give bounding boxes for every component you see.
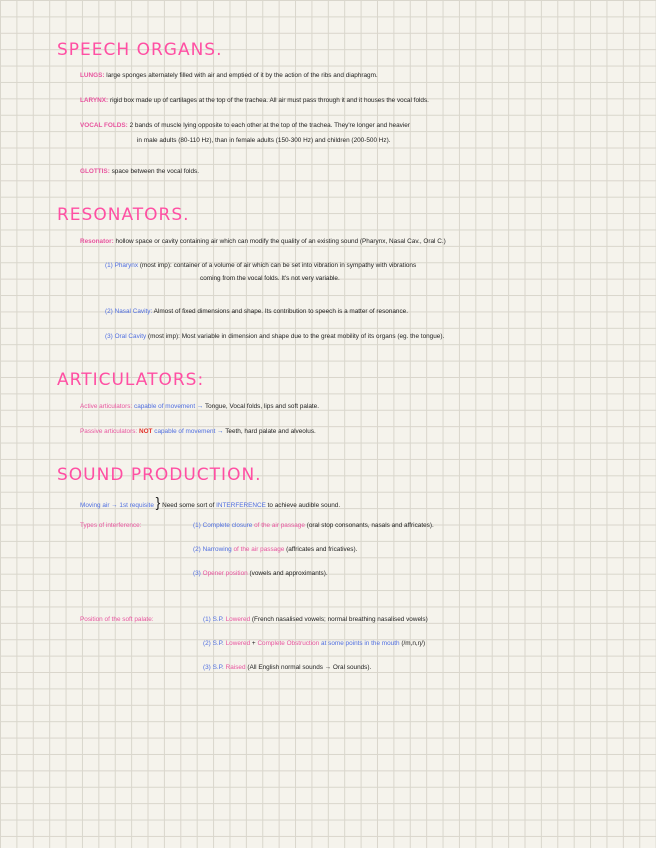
type-2-text: (affricates and fricatives). <box>286 546 358 553</box>
moving-text-2: to achieve audible sound. <box>267 502 341 509</box>
oral-label: (3) Oral Cavity <box>105 333 147 340</box>
active-arrow-icon: → <box>196 403 204 410</box>
larynx-label: LARYNX: <box>80 97 109 104</box>
palate-3-key: Raised <box>225 664 246 671</box>
lungs-label: LUNGS: <box>80 72 105 79</box>
larynx-line <box>80 97 429 105</box>
palate-2-place: at some points in the mouth <box>321 640 400 647</box>
type-2-place: of the air passage <box>233 546 285 553</box>
active-desc: capable of movement <box>134 403 196 410</box>
type-1-num: (1) Complete <box>193 522 230 529</box>
moving-air-label: Moving air → 1st requisite <box>80 502 154 509</box>
resonators-heading: RESONATORS. <box>57 205 190 225</box>
active-label: Active articulators: <box>80 403 133 410</box>
articulators-heading: ARTICULATORS: <box>57 370 205 390</box>
pharynx-label: (1) Pharynx <box>105 262 139 269</box>
type-2-key: Narrowing <box>202 546 232 553</box>
vocal-folds-text-1: 2 bands of muscle lying opposite to each other at the top of the trachea. They're longer and heavier <box>129 122 410 129</box>
palate-1-text: (French nasalised vowels; normal breathing nasalised vowels) <box>251 616 428 623</box>
passive-desc: capable of movement <box>154 428 216 435</box>
vocal-folds-line <box>80 122 410 130</box>
moving-text-1: Need some sort of <box>162 502 215 509</box>
pharynx-line-2 <box>200 275 340 283</box>
types-label: Types of interference: <box>80 522 142 529</box>
palate-3-line <box>203 664 371 672</box>
palate-2-text: (/m,n,ŋ/) <box>401 640 426 647</box>
palate-3-num: (3) S.P. <box>203 664 224 671</box>
type-1-text: (oral stop consonants, nasals and affricates). <box>306 522 434 529</box>
nasal-text: Almost of fixed dimensions and shape. Its contribution to speech is a matter of resonance. <box>153 308 409 315</box>
interference-word: INTERFERENCE <box>216 502 266 509</box>
palate-2-num: (2) S.P. <box>203 640 224 647</box>
oral-line <box>105 333 444 341</box>
passive-not: NOT <box>138 428 153 435</box>
pharynx-note: (most imp): <box>139 262 172 269</box>
glottis-line <box>80 168 199 176</box>
palate-1-key: Lowered <box>225 616 251 623</box>
vocal-folds-text-2: in male adults (80-110 Hz), than in female adults (150-300 Hz) and children (200-500 Hz). <box>137 137 391 144</box>
type-3-line <box>193 570 328 578</box>
type-1-key: closure <box>231 522 253 529</box>
active-text: Tongue, Vocal folds, lips and soft palate. <box>204 403 319 410</box>
pharynx-text-1: container of a volume of air which can be set into vibration in sympathy with vibrations <box>173 262 417 269</box>
type-1-place: of the air passage <box>254 522 305 529</box>
palate-2-obstruction: Complete Obstruction <box>257 640 320 647</box>
palate-2-line <box>203 640 425 648</box>
pharynx-text-2: coming from the vocal folds. It's not very variable. <box>200 275 340 282</box>
nasal-line <box>105 308 408 316</box>
pharynx-line <box>105 262 416 270</box>
type-3-num: (3) <box>193 570 201 577</box>
palate-1-num: (1) S.P. <box>203 616 224 623</box>
oral-text: (most imp): Most variable in dimension and shape due to the great mobility of its organs (eg. the tongue). <box>147 333 445 340</box>
glottis-label: GLOTTIS: <box>80 168 110 175</box>
palate-label: Position of the soft palate: <box>80 616 154 623</box>
active-line <box>80 403 319 411</box>
brace-icon: } <box>155 494 161 510</box>
lungs-text: large sponges alternately filled with air and emptied of it by the action of the ribs and diaphragm. <box>106 72 378 79</box>
larynx-text: rigid box made up of cartilages at the top of the trachea. All air must pass through it and it houses the vocal folds. <box>109 97 429 104</box>
passive-label: Passive articulators: <box>80 428 138 435</box>
sound-production-heading: SOUND PRODUCTION. <box>57 465 262 485</box>
palate-1-line <box>203 616 428 624</box>
palate-label-line <box>80 616 154 624</box>
type-3-key: Opener position <box>202 570 248 577</box>
palate-2-key: Lowered <box>225 640 251 647</box>
palate-3-text: (All English normal sounds → Oral sounds). <box>247 664 372 671</box>
resonator-def-text: hollow space or cavity containing air which can modify the quality of an existing sound (Pharynx, Nasal Cav., Oral C.) <box>115 238 446 245</box>
palate-2-plus: + <box>251 640 256 647</box>
nasal-label: (2) Nasal Cavity: <box>105 308 153 315</box>
type-2-line <box>193 546 357 554</box>
vocal-folds-label: VOCAL FOLDS: <box>80 122 128 129</box>
speech-organs-heading: SPEECH ORGANS. <box>57 40 223 60</box>
lungs-line <box>80 72 378 80</box>
passive-text: Teeth, hard palate and alveolus. <box>225 428 316 435</box>
resonator-def-line <box>80 238 446 246</box>
vocal-folds-line-2 <box>137 137 391 145</box>
type-2-num: (2) <box>193 546 201 553</box>
type-1-line <box>193 522 434 530</box>
passive-line <box>80 428 316 436</box>
glottis-text: space between the vocal folds. <box>111 168 200 175</box>
type-3-text: (vowels and approximants). <box>249 570 328 577</box>
types-line <box>80 522 141 530</box>
resonator-label: Resonator: <box>80 238 114 245</box>
moving-air-line <box>80 494 341 510</box>
passive-arrow-icon: → <box>217 428 224 435</box>
